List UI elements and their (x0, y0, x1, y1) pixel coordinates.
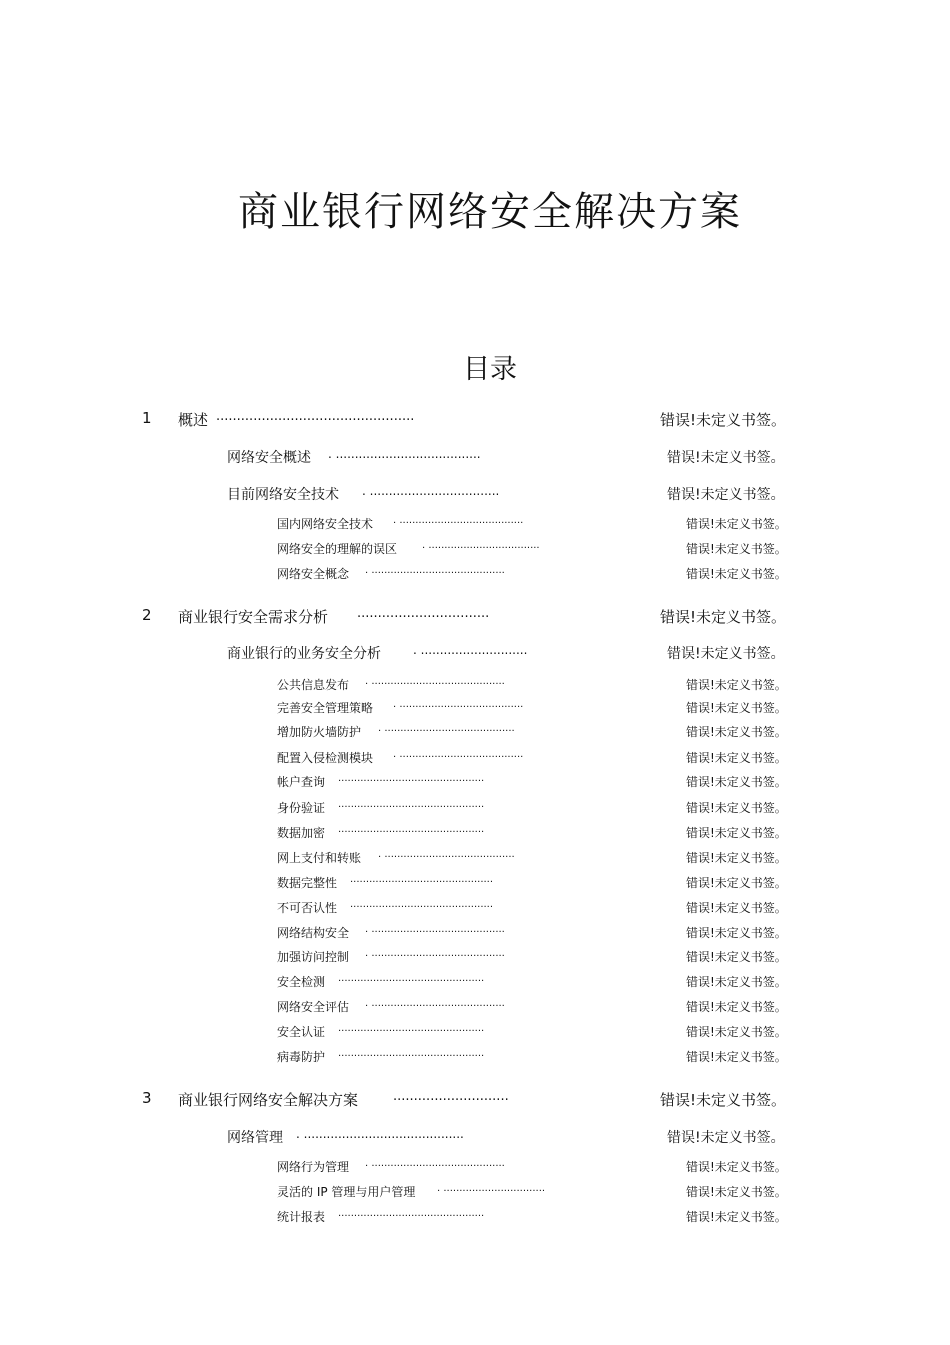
toc-entry-label[interactable]: 目前网络安全技术 (227, 487, 339, 503)
toc-entry-leader-dots: ............................................. (350, 874, 494, 885)
toc-entry-label[interactable]: 概述 (178, 411, 209, 429)
toc-entry[interactable] (0, 723, 950, 745)
toc-entry-leader-dots: .............................................. (338, 1023, 485, 1034)
toc-entry-page-ref: 错误!未定义书签。 (686, 1050, 787, 1064)
toc-entry-label[interactable]: 不可否认性 (277, 901, 338, 915)
toc-entry-label[interactable]: 网络安全评估 (277, 1000, 350, 1014)
toc-entry-label[interactable]: 网络行为管理 (277, 1160, 350, 1174)
toc-entry-leader-dots: . .......................................... (365, 565, 505, 576)
toc-entry[interactable] (0, 643, 950, 665)
toc-entry[interactable] (0, 924, 950, 946)
toc-entry-label[interactable]: 网络安全概述 (227, 450, 311, 466)
toc-entry-leader-dots: .............................................. (338, 824, 485, 835)
toc-entry-leader-dots: . ....................................... (393, 699, 524, 710)
toc-entry-leader-dots: . .......................................... (365, 998, 505, 1009)
toc-entry-page-ref: 错误!未定义书签。 (667, 450, 785, 466)
toc-entry-page-ref: 错误!未定义书签。 (686, 851, 787, 865)
toc-entry-leader-dots: .............................................. (338, 1048, 485, 1059)
toc-entry-leader-dots: ................................ (357, 606, 490, 621)
toc-entry[interactable] (0, 1208, 950, 1230)
toc-entry[interactable] (0, 973, 950, 995)
toc-entry-leader-dots: . ................................... (422, 540, 540, 551)
toc-entry-leader-dots: . ....................................... (393, 515, 524, 526)
toc-entry-label[interactable]: 安全检测 (277, 975, 326, 989)
toc-entry-page-ref: 错误!未定义书签。 (686, 876, 787, 890)
toc-entry-label[interactable]: 商业银行的业务安全分析 (227, 646, 381, 662)
toc-entry-label[interactable]: 商业银行网络安全解决方案 (178, 1091, 359, 1109)
toc-entry-leader-dots: .............................................. (338, 1208, 485, 1219)
toc-entry-page-ref: 错误!未定义书签。 (686, 751, 787, 765)
toc-entry-number: 3 (142, 1089, 152, 1107)
toc-entry[interactable] (0, 899, 950, 921)
toc-entry[interactable] (0, 1089, 950, 1111)
toc-entry-page-ref: 错误!未定义书签。 (686, 542, 787, 556)
toc-entry-leader-dots: .............................................. (338, 799, 485, 810)
toc-entry-page-ref: 错误!未定义书签。 (686, 1210, 787, 1224)
toc-entry-leader-dots: . ......................................... (378, 723, 515, 734)
toc-entry-page-ref: 错误!未定义书签。 (660, 411, 787, 429)
toc-entry-leader-dots: . .......................................... (296, 1127, 464, 1141)
toc-entry[interactable] (0, 1183, 950, 1205)
toc-entry[interactable] (0, 699, 950, 721)
toc-entry[interactable] (0, 1048, 950, 1070)
toc-entry[interactable] (0, 948, 950, 970)
toc-entry-page-ref: 错误!未定义书签。 (660, 1091, 787, 1109)
toc-entry[interactable] (0, 409, 950, 431)
toc-entry-page-ref: 错误!未定义书签。 (667, 646, 785, 662)
toc-entry-page-ref: 错误!未定义书签。 (686, 801, 787, 815)
toc-entry-label[interactable]: 公共信息发布 (277, 678, 350, 692)
toc-entry-label[interactable]: 病毒防护 (277, 1050, 326, 1064)
toc-entry-leader-dots: . ............................ (413, 643, 528, 657)
toc-entry-page-ref: 错误!未定义书签。 (686, 901, 787, 915)
toc-entry[interactable] (0, 1023, 950, 1045)
toc-entry-label[interactable]: 增加防火墙防护 (277, 725, 362, 739)
toc-entry[interactable] (0, 773, 950, 795)
toc-entry-page-ref: 错误!未定义书签。 (686, 1185, 787, 1199)
toc-entry-label[interactable]: 帐户查询 (277, 775, 326, 789)
toc-entry-leader-dots: . .......................................... (365, 1158, 505, 1169)
toc-entry-page-ref: 错误!未定义书签。 (686, 678, 787, 692)
toc-entry-page-ref: 错误!未定义书签。 (686, 1025, 787, 1039)
toc-entry-label[interactable]: 统计报表 (277, 1210, 326, 1224)
toc-entry-label[interactable]: 数据完整性 (277, 876, 338, 890)
toc-entry-leader-dots: . ....................................... (393, 749, 524, 760)
toc-entry-page-ref: 错误!未定义书签。 (686, 950, 787, 964)
toc-entry[interactable] (0, 540, 950, 562)
toc-entry-leader-dots: . .......................................... (365, 948, 505, 959)
toc-entry-leader-dots: .............................................. (338, 773, 485, 784)
toc-entry-leader-dots: . ................................ (437, 1183, 546, 1194)
toc-entry-page-ref: 错误!未定义书签。 (686, 1000, 787, 1014)
toc-entry-label[interactable]: 灵活的 IP 管理与用户管理 (277, 1185, 416, 1199)
toc-entry-label[interactable]: 国内网络安全技术 (277, 517, 374, 531)
toc-entry-leader-dots: . ...................................... (328, 447, 481, 461)
toc-entry-leader-dots: . .......................................... (365, 924, 505, 935)
toc-entry[interactable] (0, 515, 950, 537)
toc-heading: 目录 (463, 354, 517, 385)
toc-entry[interactable] (0, 849, 950, 871)
toc-entry-page-ref: 错误!未定义书签。 (660, 608, 787, 626)
toc-entry-label[interactable]: 网络安全概念 (277, 567, 350, 581)
toc-entry[interactable] (0, 1158, 950, 1180)
toc-entry-label[interactable]: 网络管理 (227, 1130, 283, 1146)
toc-entry-label[interactable]: 商业银行安全需求分析 (178, 608, 329, 626)
document-title: 商业银行网络安全解决方案 (238, 189, 742, 235)
toc-entry-page-ref: 错误!未定义书签。 (667, 1130, 785, 1146)
toc-entry-label[interactable]: 网络结构安全 (277, 926, 350, 940)
toc-entry[interactable] (0, 874, 950, 896)
toc-entry-label[interactable]: 完善安全管理策略 (277, 701, 374, 715)
toc-entry-label[interactable]: 安全认证 (277, 1025, 326, 1039)
toc-entry-leader-dots: . .................................. (362, 484, 500, 498)
toc-entry-number: 2 (142, 606, 152, 624)
toc-entry[interactable] (0, 676, 950, 698)
toc-entry-page-ref: 错误!未定义书签。 (686, 517, 787, 531)
toc-entry-page-ref: 错误!未定义书签。 (686, 775, 787, 789)
toc-entry-page-ref: 错误!未定义书签。 (686, 725, 787, 739)
toc-entry-leader-dots: .............................................. (338, 973, 485, 984)
toc-entry-label[interactable]: 配置入侵检测模块 (277, 751, 374, 765)
toc-entry-label[interactable]: 网上支付和转账 (277, 851, 362, 865)
toc-entry[interactable] (0, 1127, 950, 1149)
toc-entry-label[interactable]: 身份验证 (277, 801, 326, 815)
toc-entry-leader-dots: ................................................ (216, 409, 415, 424)
toc-entry-page-ref: 错误!未定义书签。 (686, 701, 787, 715)
toc-entry-page-ref: 错误!未定义书签。 (686, 567, 787, 581)
toc-entry-page-ref: 错误!未定义书签。 (686, 926, 787, 940)
toc-entry[interactable] (0, 484, 950, 506)
toc-entry-page-ref: 错误!未定义书签。 (667, 487, 785, 503)
toc-entry-page-ref: 错误!未定义书签。 (686, 1160, 787, 1174)
toc-entry-label[interactable]: 加强访问控制 (277, 950, 350, 964)
toc-entry[interactable] (0, 799, 950, 821)
toc-entry-page-ref: 错误!未定义书签。 (686, 826, 787, 840)
toc-entry-label[interactable]: 数据加密 (277, 826, 326, 840)
toc-entry-leader-dots: . .......................................... (365, 676, 505, 687)
toc-entry-number: 1 (142, 409, 152, 427)
toc-entry[interactable] (0, 606, 950, 628)
toc-entry[interactable] (0, 749, 950, 771)
toc-entry-leader-dots: ............................ (393, 1089, 509, 1104)
toc-entry[interactable] (0, 565, 950, 587)
toc-entry[interactable] (0, 998, 950, 1020)
toc-entry-page-ref: 错误!未定义书签。 (686, 975, 787, 989)
toc-entry[interactable] (0, 824, 950, 846)
toc-entry[interactable] (0, 447, 950, 469)
toc-entry-leader-dots: ............................................. (350, 899, 494, 910)
toc-entry-label[interactable]: 网络安全的理解的误区 (277, 542, 398, 556)
toc-entry-leader-dots: . ......................................... (378, 849, 515, 860)
